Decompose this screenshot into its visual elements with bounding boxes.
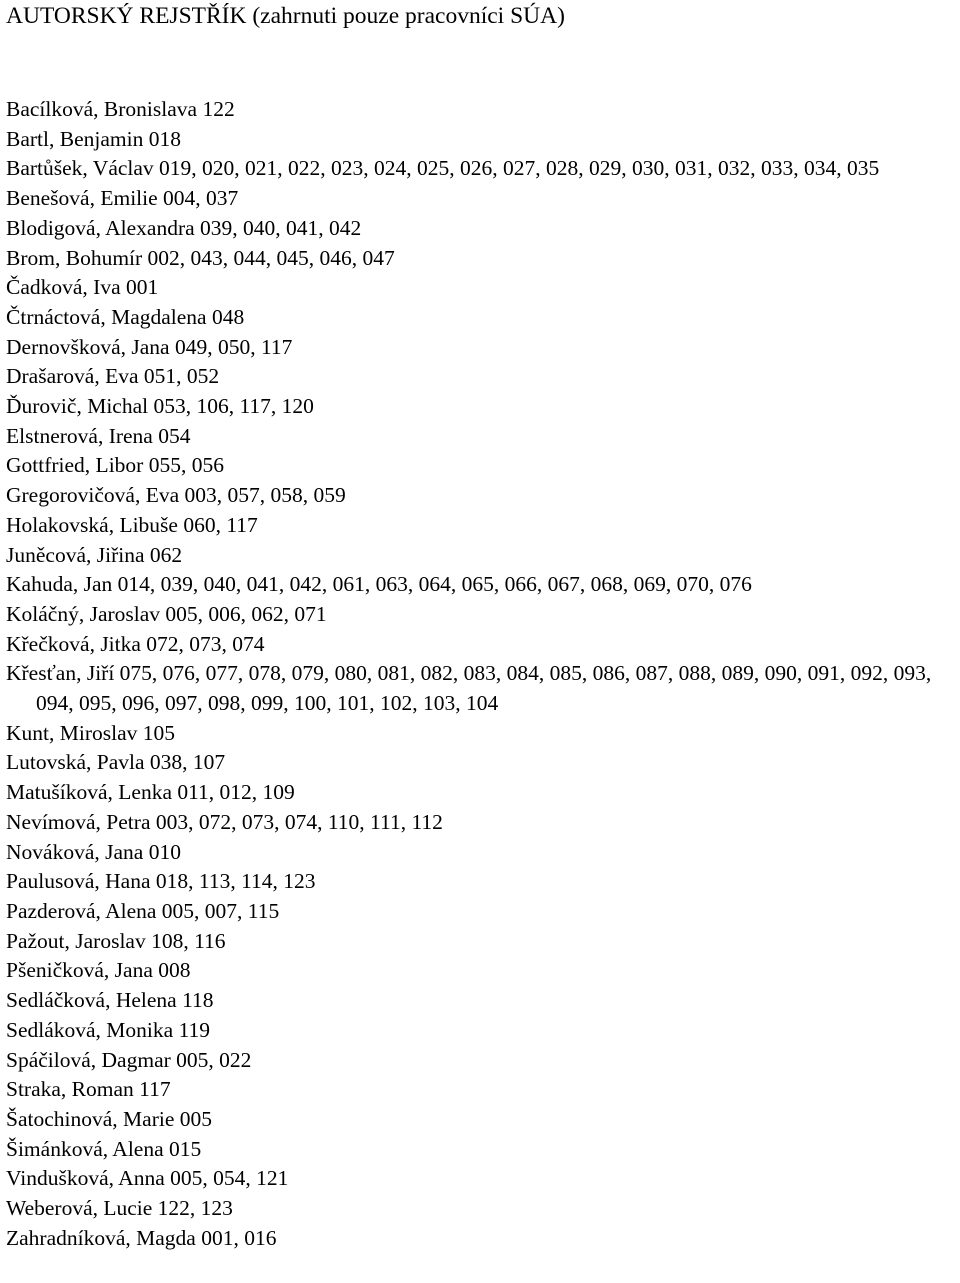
index-entry: Gottfried, Libor 055, 056 bbox=[6, 453, 224, 478]
index-entry: Blodigová, Alexandra 039, 040, 041, 042 bbox=[6, 215, 362, 240]
index-entry: Vindušková, Anna 005, 054, 121 bbox=[6, 1166, 289, 1191]
index-entry: Křesťan, Jiří 075, 076, 077, 078, 079, 080, 081, 082, 083, 084, 085, 086, 087, 088, 089, 090, 091, 092, 093, 094, 095, 096, 097, 098, 099, 100, 101, 102, 103, 104 bbox=[6, 661, 932, 716]
index-entry: Zahradníková, Magda 001, 016 bbox=[6, 1225, 277, 1250]
index-entry: Gregorovičová, Eva 003, 057, 058, 059 bbox=[6, 483, 346, 508]
index-entry: Bartl, Benjamin 018 bbox=[6, 126, 181, 151]
index-entry: Drašarová, Eva 051, 052 bbox=[6, 364, 220, 389]
index-entry: Bartůšek, Václav 019, 020, 021, 022, 023, 024, 025, 026, 027, 028, 029, 030, 031, 032, 033, 034, 035 bbox=[6, 156, 880, 181]
index-entry: Koláčný, Jaroslav 005, 006, 062, 071 bbox=[6, 601, 327, 626]
index-entry: Kunt, Miroslav 105 bbox=[6, 720, 176, 745]
index-entry: Paulusová, Hana 018, 113, 114, 123 bbox=[6, 869, 316, 894]
index-entry: Pažout, Jaroslav 108, 116 bbox=[6, 928, 226, 953]
index-entry: Dernovšková, Jana 049, 050, 117 bbox=[6, 334, 293, 359]
index-entry: Nováková, Jana 010 bbox=[6, 839, 181, 864]
index-entry: Kahuda, Jan 014, 039, 040, 041, 042, 061, 063, 064, 065, 066, 067, 068, 069, 070, 076 bbox=[6, 572, 752, 597]
index-entry: Nevímová, Petra 003, 072, 073, 074, 110, 111, 112 bbox=[6, 809, 443, 834]
index-entry: Benešová, Emilie 004, 037 bbox=[6, 186, 239, 211]
index-entry: Elstnerová, Irena 054 bbox=[6, 423, 191, 448]
index-entry: Křečková, Jitka 072, 073, 074 bbox=[6, 631, 265, 656]
index-entry: Šimánková, Alena 015 bbox=[6, 1136, 202, 1161]
index-entry: Sedláčková, Helena 118 bbox=[6, 988, 214, 1013]
index-entry: Brom, Bohumír 002, 043, 044, 045, 046, 047 bbox=[6, 245, 395, 270]
index-entry: Bacílková, Bronislava 122 bbox=[6, 97, 235, 121]
index-entry: Weberová, Lucie 122, 123 bbox=[6, 1196, 233, 1221]
index-entry: Sedláková, Monika 119 bbox=[6, 1017, 211, 1042]
page-title: AUTORSKÝ REJSTŘÍK (zahrnuti pouze pracovníci SÚA) bbox=[6, 3, 565, 29]
author-index-list bbox=[6, 95, 956, 1253]
index-entry: Pazderová, Alena 005, 007, 115 bbox=[6, 898, 280, 923]
index-entry: Pšeničková, Jana 008 bbox=[6, 958, 191, 983]
index-entry: Čadková, Iva 001 bbox=[6, 275, 159, 300]
index-entry: Ďurovič, Michal 053, 106, 117, 120 bbox=[6, 394, 314, 419]
index-entry: Juněcová, Jiřina 062 bbox=[6, 542, 183, 567]
index-entry: Straka, Roman 117 bbox=[6, 1077, 171, 1102]
index-entry: Šatochinová, Marie 005 bbox=[6, 1106, 212, 1131]
index-entry: Čtrnáctová, Magdalena 048 bbox=[6, 304, 245, 329]
index-entry: Spáčilová, Dagmar 005, 022 bbox=[6, 1047, 252, 1072]
index-entry: Matušíková, Lenka 011, 012, 109 bbox=[6, 780, 295, 805]
index-entry: Holakovská, Libuše 060, 117 bbox=[6, 512, 258, 537]
document-page bbox=[6, 2, 956, 1253]
index-entry: Lutovská, Pavla 038, 107 bbox=[6, 750, 226, 775]
